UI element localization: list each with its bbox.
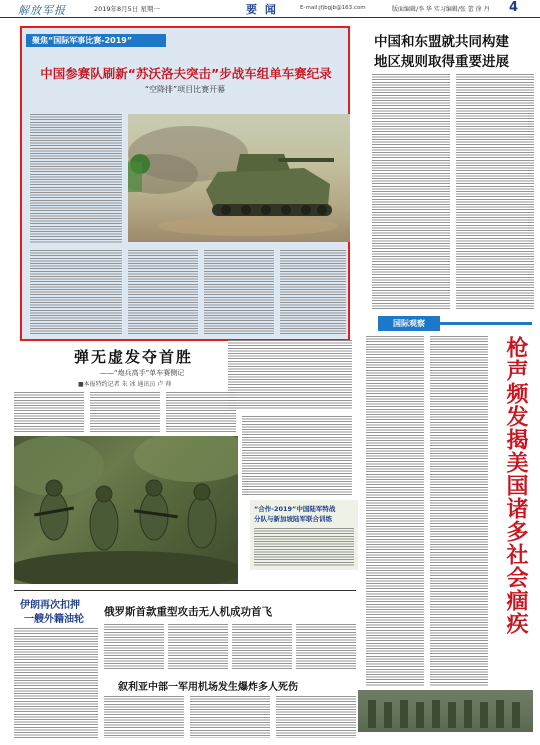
- mid-headline[interactable]: 弹无虚发夺首胜: [74, 348, 194, 366]
- asean-body-col1: [372, 74, 450, 310]
- feature-continued-col: [228, 340, 352, 410]
- asean-headline-line1[interactable]: 中国和东盟就共同构建: [374, 34, 509, 50]
- feature-body-col3: [128, 250, 198, 336]
- mid-body-col2: [90, 392, 160, 432]
- bottom-divider: [14, 590, 356, 591]
- page-masthead: [0, 0, 540, 18]
- joint-training-box[interactable]: [250, 500, 358, 570]
- intl-body-col1: [366, 336, 424, 686]
- intl-vertical-title[interactable]: 枪声频发揭美国诸多社会痼疾: [503, 336, 529, 635]
- syria-headline[interactable]: 叙利亚中部一军用机场发生爆炸多人死伤: [118, 682, 298, 693]
- russia-headline[interactable]: 俄罗斯首款重型攻击无人机成功首飞: [104, 606, 272, 618]
- feature-body-col2: [30, 250, 122, 336]
- intl-body-col2: [430, 336, 488, 686]
- syria-body-col3: [276, 696, 356, 738]
- mid-body-col3: [166, 392, 236, 432]
- troops-photo: [358, 690, 533, 732]
- intl-banner-rule: [440, 322, 532, 325]
- troops-icon: [358, 690, 533, 732]
- feature-subhead: “空降排”项目比赛开幕: [144, 85, 226, 94]
- joint-training-title-line2[interactable]: 分队与新加坡陆军联合训练: [254, 515, 332, 523]
- feature-tag: 聚焦“国际军事比赛-2019”: [26, 34, 166, 47]
- page-number: 4: [509, 0, 519, 15]
- mid-body-col1: [14, 392, 84, 432]
- russia-body-col1: [104, 624, 164, 670]
- mid-subheadline: ——“炮兵高手”单车赛侧记: [100, 369, 185, 377]
- feature-body-col5: [280, 250, 346, 336]
- joint-training-title-line1[interactable]: “合作-2019”中国陆军特战: [254, 505, 336, 513]
- asean-body-col2: [456, 74, 534, 310]
- issue-date: 2019年8月5日 星期一: [94, 5, 160, 13]
- iran-body: [14, 628, 98, 738]
- newspaper-logo: 解放军报: [18, 4, 66, 17]
- asean-headline-line2[interactable]: 地区规则取得重要进展: [374, 54, 509, 70]
- iran-headline-line2[interactable]: 一艘外籍油轮: [24, 614, 84, 625]
- russia-body-col2: [168, 624, 228, 670]
- feature-body-col1: [30, 114, 122, 244]
- feature-headline[interactable]: 中国参赛队刷新“苏沃洛夫突击”步战车组单车赛纪录: [40, 66, 332, 81]
- tank-photo: [128, 114, 350, 242]
- mid-body-col4: [242, 416, 352, 496]
- russia-body-col4: [296, 624, 356, 670]
- joint-training-body: [254, 528, 354, 566]
- editor-credits: 版面编辑/李 华 实习编辑/张 蕾 徐 丹: [392, 6, 490, 13]
- armored-vehicle-icon: [128, 114, 350, 242]
- feature-story-box[interactable]: [20, 26, 350, 341]
- soldiers-icon: [14, 436, 238, 584]
- section-title: 要 闻: [246, 3, 278, 16]
- syria-body-col1: [104, 696, 184, 738]
- contact-email: E-mail:jfjbgjb@163.com: [300, 5, 366, 11]
- syria-body-col2: [190, 696, 270, 738]
- russia-body-col3: [232, 624, 292, 670]
- intl-observation-banner: 国际观察: [378, 316, 440, 331]
- mid-byline: ■本报特约记者 朱 冰 通讯员 卢 帅: [78, 381, 172, 388]
- soldiers-photo: [14, 436, 238, 584]
- feature-body-col4: [204, 250, 274, 336]
- iran-headline-line1[interactable]: 伊朗再次扣押: [20, 600, 80, 611]
